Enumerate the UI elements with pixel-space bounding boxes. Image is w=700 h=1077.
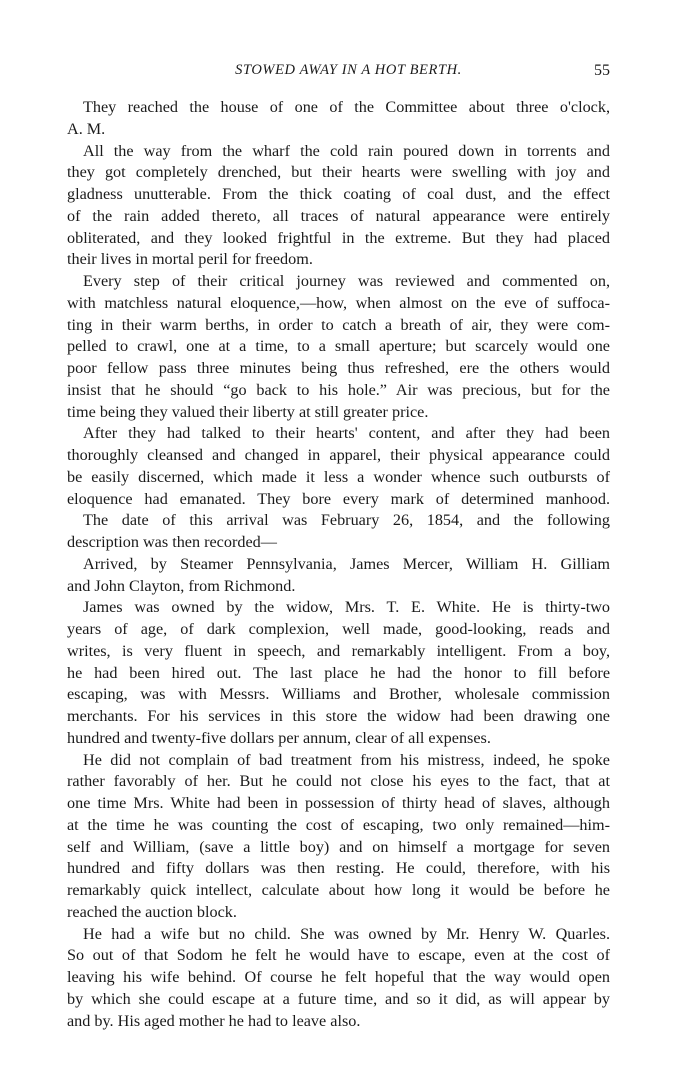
running-title: STOWED AWAY IN A HOT BERTH.	[235, 62, 462, 78]
text-line: insist that he should “go back to his hole.” Air was precious, but for the	[67, 380, 610, 399]
text-line: hundred and fifty dollars was then resting. He could, therefore, with his	[67, 859, 610, 878]
text-line: obliterated, and they looked frightful in the extreme. But they had placed	[67, 228, 610, 247]
paragraph-8	[67, 750, 610, 924]
paragraph-3	[67, 271, 610, 423]
text-line: they got completely drenched, but their hearts were swelling with joy and	[67, 163, 610, 182]
text-line: He did not complain of bad treatment from his mistress, indeed, he spoke	[83, 750, 610, 769]
text-line: Every step of their critical journey was reviewed and commented on,	[83, 272, 610, 290]
text-line: be easily discerned, which made it less a wonder whence such outbursts of	[67, 467, 610, 486]
text-line: self and William, (save a little boy) and on himself a mortgage for seven	[67, 837, 610, 856]
text-line: description was then recorded—	[67, 533, 277, 551]
text-line: remarkably quick intellect, calculate about how long it would be before he	[67, 881, 610, 899]
text-line: James was owned by the widow, Mrs. T. E. White. He is thirty-two	[83, 598, 610, 617]
text-line: with matchless natural eloquence,—how, when almost on the eve of suffoca-	[67, 293, 610, 312]
paragraph-5	[67, 510, 610, 554]
text-line: After they had talked to their hearts' content, and after they had been	[83, 424, 610, 443]
text-line: reached the auction block.	[67, 902, 237, 921]
text-line: He had a wife but no child. She was owned by Mr. Henry W. Quarles.	[83, 924, 610, 943]
text-line: years of age, of dark complexion, well made, good-looking, reads and	[67, 620, 610, 638]
paragraph-4	[67, 423, 610, 510]
text-line: poor fellow pass three minutes being thus refreshed, ere the others would	[67, 359, 610, 377]
text-line: writes, is very fluent in speech, and remarkably intelligent. From a boy,	[67, 641, 610, 660]
text-line: ting in their warm berths, in order to catch a breath of air, they were com-	[67, 315, 610, 334]
paragraph-1	[67, 97, 610, 141]
text-line: one time Mrs. White had been in possession of thirty head of slaves, although	[67, 794, 610, 812]
paragraph-9	[67, 924, 610, 1033]
text-line: merchants. For his services in this store the widow had been drawing one	[67, 707, 610, 725]
paragraph-6	[67, 554, 610, 598]
text-line: So out of that Sodom he felt he would have to escape, even at the cost of	[67, 946, 610, 965]
page-number: 55	[594, 62, 610, 79]
text-line: of the rain added thereto, all traces of natural appearance were entirely	[67, 206, 610, 225]
text-line: their lives in mortal peril for freedom.	[67, 250, 313, 269]
text-line: They reached the house of one of the Committee about three o'clock,	[83, 98, 610, 116]
text-line: hundred and twenty-five dollars per annum, clear of all expenses.	[67, 728, 491, 747]
text-line: The date of this arrival was February 26, 1854, and the following	[83, 511, 610, 530]
paragraph-7	[67, 597, 610, 749]
text-line: leaving his wife behind. Of course he felt hopeful that the way would open	[67, 968, 610, 986]
page-header	[67, 62, 610, 82]
text-line: at the time he was counting the cost of escaping, two only remained—him-	[67, 815, 610, 834]
text-line: rather favorably of her. But he could not close his eyes to the fact, that at	[67, 772, 610, 791]
text-line: Arrived, by Steamer Pennsylvania, James Mercer, William H. Gilliam	[83, 554, 610, 573]
text-line: gladness unutterable. From the thick coating of coal dust, and the effect	[67, 185, 610, 203]
text-line: and by. His aged mother he had to leave also.	[67, 1011, 361, 1030]
text-line: A. M.	[67, 119, 106, 138]
page-body	[67, 97, 610, 1032]
text-line: by which she could escape at a future time, and so it did, as will appear by	[67, 989, 610, 1008]
text-line: eloquence had emanated. They bore every mark of determined manhood.	[67, 489, 610, 508]
text-line: thoroughly cleansed and changed in apparel, their physical appearance could	[67, 446, 610, 464]
text-line: All the way from the wharf the cold rain poured down in torrents and	[83, 141, 610, 160]
text-line: time being they valued their liberty at still greater price.	[67, 402, 429, 421]
text-line: he had been hired out. The last place he had the honor to fill before	[67, 663, 610, 682]
text-line: escaping, was with Messrs. Williams and Brother, wholesale commission	[67, 685, 610, 704]
paragraph-2	[67, 141, 610, 272]
text-line: pelled to crawl, one at a time, to a small aperture; but scarcely would one	[67, 337, 610, 356]
text-line: and John Clayton, from Richmond.	[67, 576, 296, 595]
